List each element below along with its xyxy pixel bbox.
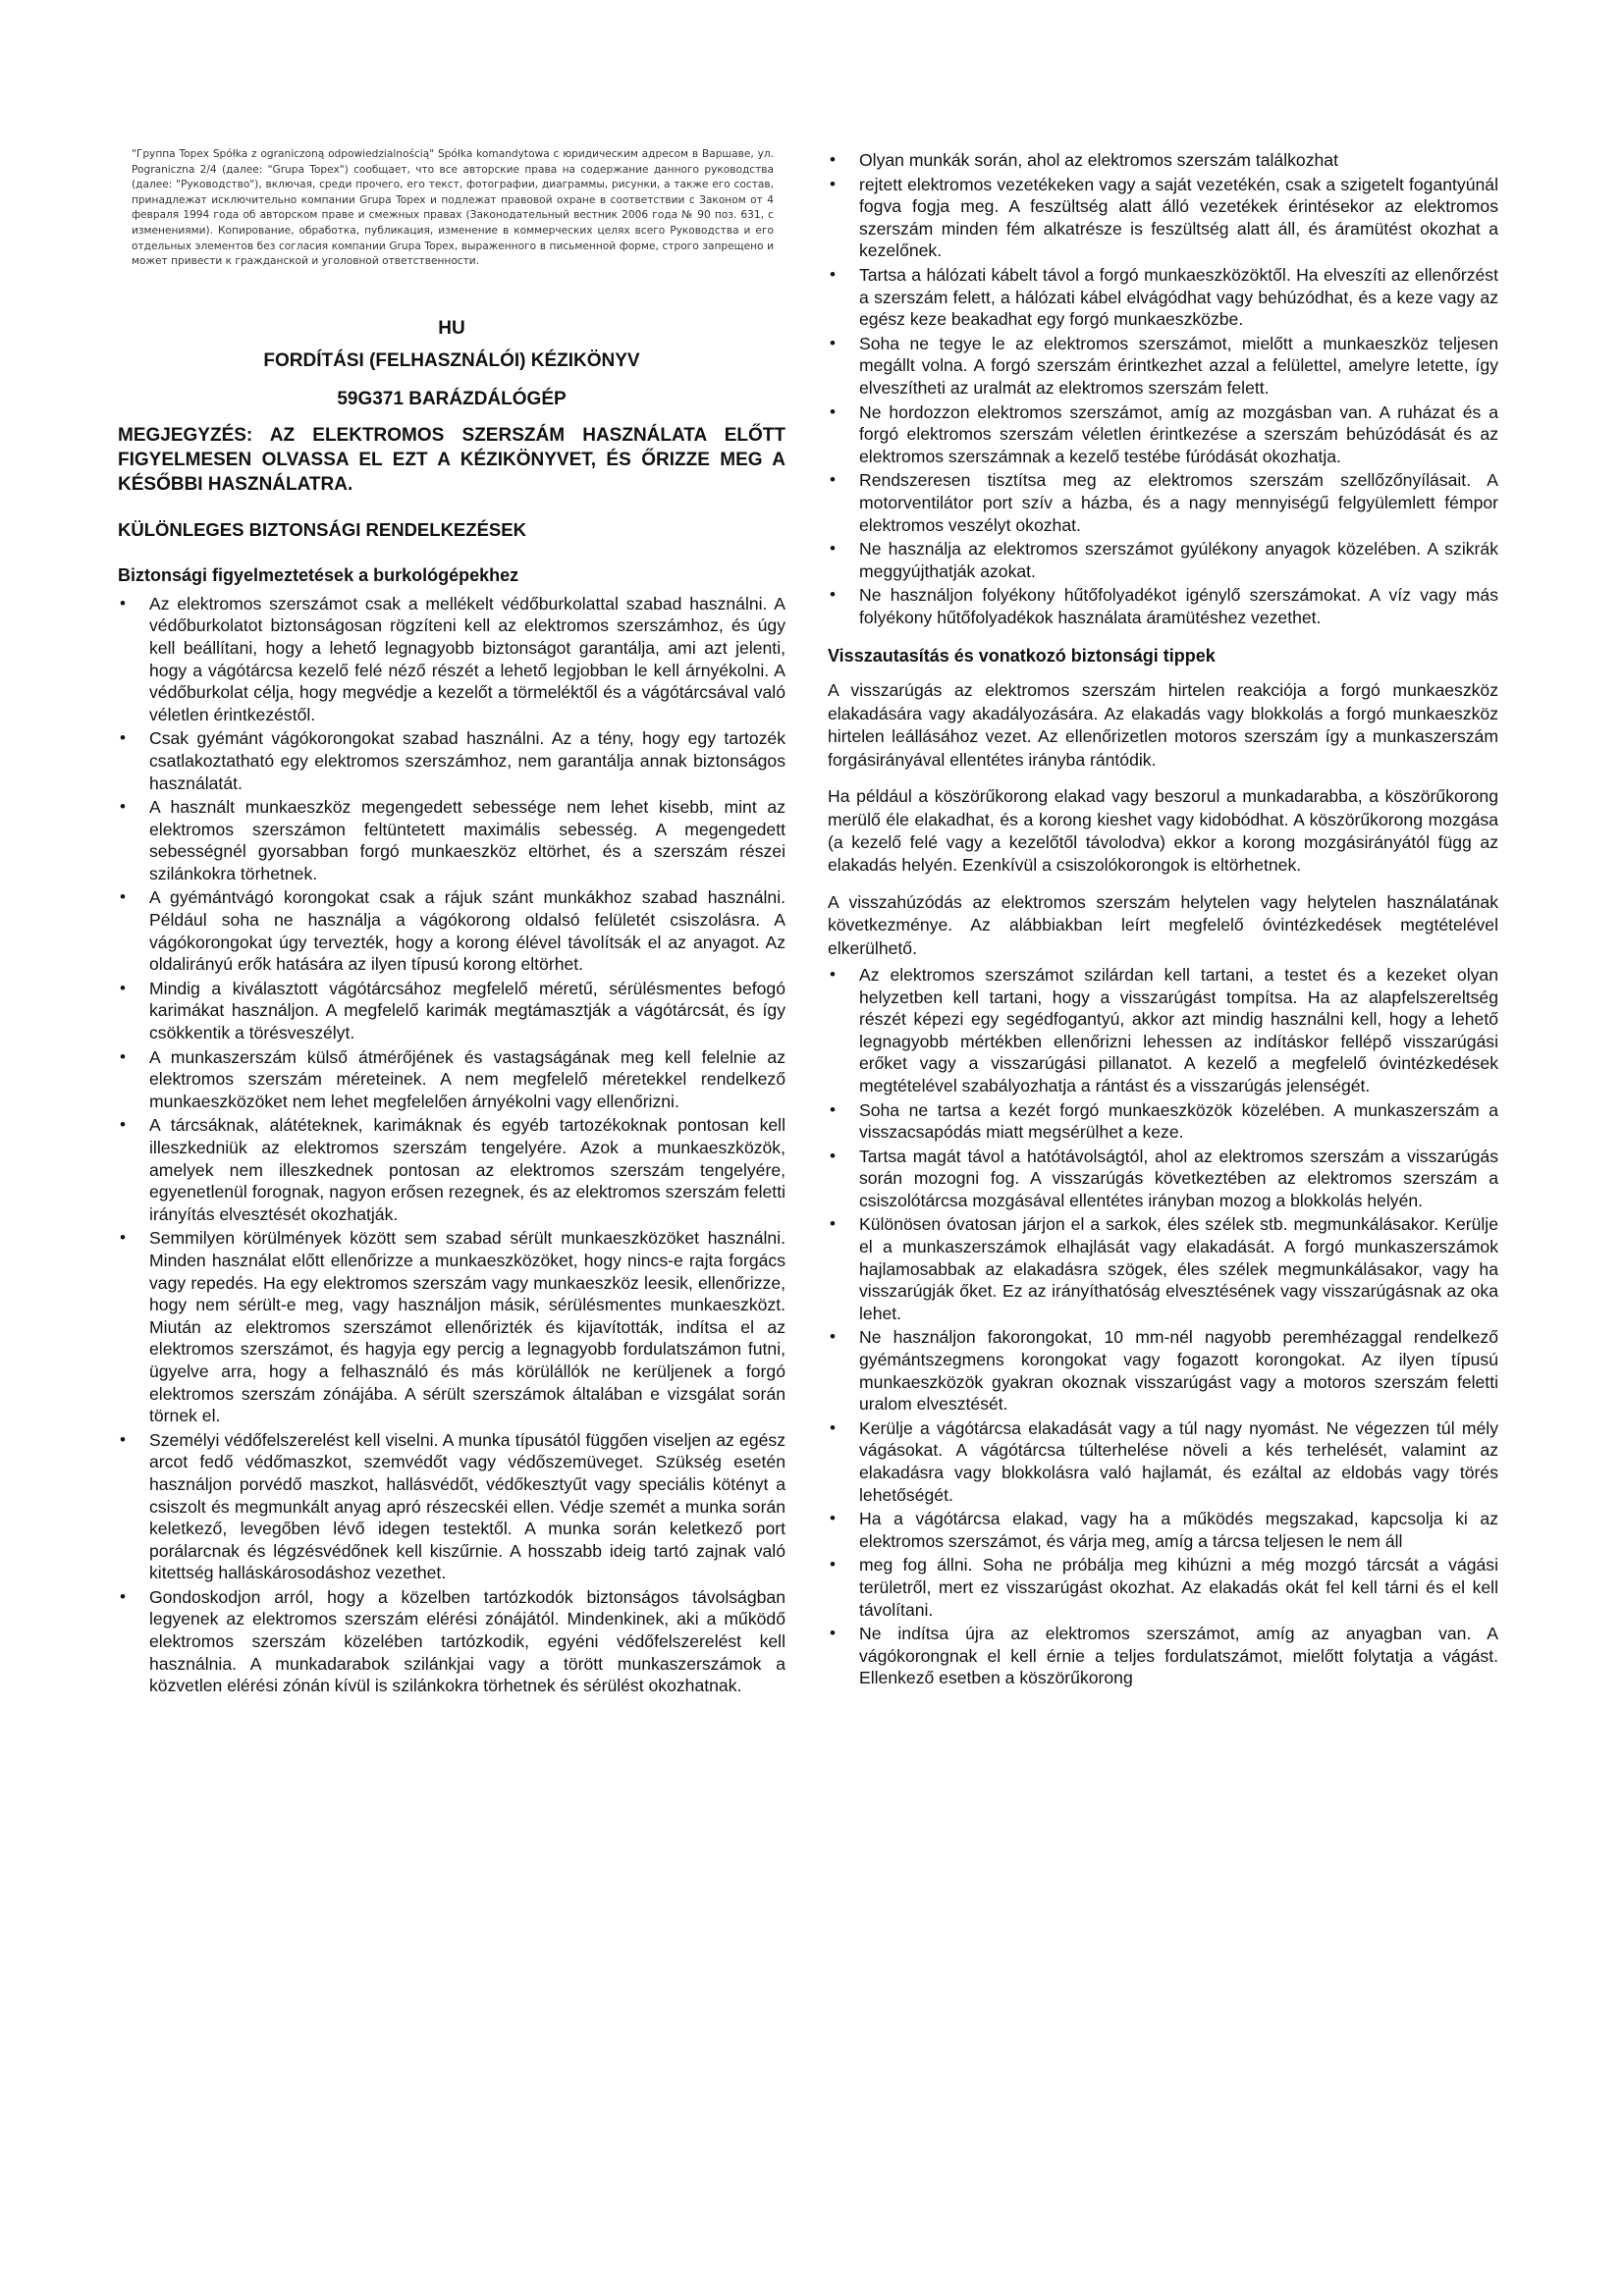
list-item: • A munkaszerszám külső átmérőjének és vastagságának meg kell felelnie az elektromos szerszám méreteinek. A nem megfelelő méretekkel rendelkező munkaeszközöket nem lehet megfelelően árnyékolni vagy ellenőrizni. bbox=[120, 1046, 785, 1111]
list-item: • Soha ne tartsa a kezét forgó munkaeszközök közelében. A munkaszerszám a visszacsapódás miatt megsérülhet a keze. bbox=[830, 1099, 1498, 1143]
bullet-icon: • bbox=[120, 1046, 126, 1066]
list-item: • Csak gyémánt vágókorongokat szabad használni. Az a tény, hogy egy tartozék csatlakoztatható egy elektromos szerszámhoz, nem garantálja annak biztonságos használatát. bbox=[120, 728, 785, 793]
bullet-icon: • bbox=[830, 470, 836, 490]
bullet-icon: • bbox=[120, 728, 126, 748]
list-item: • Ne indítsa újra az elektromos szerszámot, amíg az anyagban van. A vágókorongnak el kell érnie a teljes fordulatszámot, mielőtt folytatja a vágást. Ellenkező esetben a köszörűkorong bbox=[830, 1624, 1498, 1688]
bullet-icon: • bbox=[830, 264, 836, 284]
list-item: • Tartsa a hálózati kábelt távol a forgó munkaeszközöktől. Ha elveszíti az ellenőrzést a szerszám felett, a hálózati kábel elvágódhat vagy behúzódhat, és a keze vagy az egész keze beakadhat egy forgó munkaeszközbe. bbox=[830, 264, 1498, 330]
bullet-icon: • bbox=[830, 539, 836, 559]
list-item: • Az elektromos szerszámot szilárdan kell tartani, a testet és a kezeket olyan helyzetben kell tartani, hogy a visszarúgást tompítsa. Ha az alapfelszereltség részét képezi egy segédfogantyú, akkor azt mindig használni kell, hogy a lehető legnagyobb mértékben ellenőrizni lehessen az indításkor fellépő visszarúgási erőket vagy a visszarúgási pillanatot. A kezelő a megfelelő óvintézkedések megtételével szabályozhatja a rántást és a visszarúgás jelenségét. bbox=[830, 964, 1498, 1095]
bullet-icon: • bbox=[830, 1099, 836, 1119]
list-item: • meg fog állni. Soha ne próbálja meg kihúzni a még mozgó tárcsát a vágási területről, mert ez visszarúgást okozhat. Az elakadás okát fel kell tárni és el kell távolítani. bbox=[830, 1555, 1498, 1620]
right-bullet-list-1 bbox=[828, 149, 1498, 628]
copyright-notice: "Группа Topex Spółka z ograniczoną odpowiedzialnością" Spółka komandytowa с юридическим адресом в Варшаве, ул. Pograniczna 2/4 (далее: "Grupa Topex") сообщает, что все авторские права на содержание данного руководства (далее: "Руководство"), включая, среди прочего, его текст, фотографии, диаграммы, рисунки, а также его состав, принадлежат исключительно компании Grupa Topex и подлежат правовой охране в соответствии с Законом от 4 февраля 1994 года об авторском праве и смежных правах (Законодательный вестник 2006 года № 90 поз. 631, с изменениями). Копирование, обработка, публикация, изменение в коммерческих целях всего Руководства и его отдельных элементов без согласия компании Grupa Topex, выраженного в письменной форме, строго запрещено и может привести к гражданской и уголовной ответственности. bbox=[132, 148, 774, 268]
list-item: • Olyan munkák során, ahol az elektromos szerszám találkozhat bbox=[830, 150, 1338, 170]
bullet-icon: • bbox=[120, 1228, 126, 1248]
list-item: • Semmilyen körülmények között sem szabad sérült munkaeszközöket használni. Minden használat előtt ellenőrizze a munkaeszközöket, hogy nincs-e rajta forgács vagy repedés. Ha egy elektromos szerszám vagy munkaeszköz leesik, ellenőrizze, hogy nem sérült-e meg, vagy használjon másik, sérülésmentes munkaeszközt. Miután az elektromos szerszámot ellenőrizték és kijavították, indítsa el az elektromos szerszámot, és hagyja egy percig a legnagyobb fordulatszámon futni, ügyelve arra, hogy a felhasználó és más körülállók ne kerüljenek a forgó elektromos szerszám zónájába. A sérült szerszámok általában e vizsgálat során törnek el. bbox=[120, 1228, 785, 1426]
bullet-icon: • bbox=[830, 585, 836, 605]
list-item: • Soha ne tegye le az elektromos szerszámot, mielőtt a munkaeszköz teljesen megállt volna. A forgó szerszám érintkezhet azzal a felülettel, amelyre letette, így elveszítheti az uralmát az elektromos szerszám felett. bbox=[830, 333, 1498, 398]
list-item: • Ha a vágótárcsa elakad, vagy ha a működés megszakad, kapcsolja ki az elektromos szerszámot, és várja meg, amíg a tárcsa teljesen le nem áll bbox=[830, 1509, 1498, 1551]
bullet-icon: • bbox=[120, 593, 126, 613]
bullet-icon: • bbox=[830, 964, 836, 984]
bullet-icon: • bbox=[830, 333, 836, 352]
subsection-title-kickback: Visszautasítás és vonatkozó biztonsági tippek bbox=[828, 646, 1216, 667]
right-column bbox=[828, 149, 1498, 1691]
right-bullet-list-2 bbox=[828, 964, 1498, 1689]
bullet-icon: • bbox=[830, 1509, 836, 1528]
bullet-icon: • bbox=[120, 978, 126, 997]
list-item: • Tartsa magát távol a hatótávolságtól, ahol az elektromos szerszám a visszarúgás során mozogni fog. A visszarúgás következtében az elektromos szerszám a csiszolótárcsa mozgásával ellentétes irányban mozog a blokkolás helyén. bbox=[830, 1146, 1498, 1210]
bullet-icon: • bbox=[120, 887, 126, 907]
paragraph: A visszahúzódás az elektromos szerszám helytelen vagy helytelen használatának következménye. Az alábbiakban leírt megfelelő óvintézkedések megtételével elkerülhető. bbox=[828, 891, 1498, 958]
document-title: FORDÍTÁSI (FELHASZNÁLÓI) KÉZIKÖNYV bbox=[263, 349, 640, 371]
bullet-icon: • bbox=[830, 1146, 836, 1165]
paragraph: Ha például a köszörűkorong elakad vagy beszorul a munkadarabba, a köszörűkorong merülő éle elakadhat, és a korong kieshet vagy kidobódhat. A köszörűkorong mozgása (a kezelő felé vagy a kezelőtől távolodva) ekkor a korong mozgásirányától függ az elakadás helyén. Ezenkívül a csiszolókorongok is eltörhetnek. bbox=[828, 786, 1498, 876]
list-item: • A tárcsáknak, alátéteknek, karimáknak és egyéb tartozékoknak pontosan kell illeszkedniük az elektromos szerszám tengelyére. Azok a munkaeszközök, amelyek nem illeszkednek pontosan az elektromos szerszám tengelyére, egyenetlenül forognak, nagyon erősen rezegnek, és az elektromos szerszám feletti irányítás elvesztését okozhatják. bbox=[120, 1115, 785, 1224]
list-item: • Rendszeresen tisztítsa meg az elektromos szerszám szellőzőnyílásait. A motorventilátor port szív a házba, és a nagy mennyiségű felgyülemlett fémpor elektromos veszélyt okozhat. bbox=[830, 470, 1498, 535]
bullet-icon: • bbox=[120, 1115, 126, 1135]
bullet-icon: • bbox=[830, 1555, 836, 1575]
section-title: KÜLÖNLEGES BIZTONSÁGI RENDELKEZÉSEK bbox=[118, 518, 526, 540]
bullet-icon: • bbox=[830, 150, 836, 169]
bullet-icon: • bbox=[120, 797, 126, 817]
bullet-icon: • bbox=[830, 1624, 836, 1643]
language-heading: HU bbox=[438, 317, 465, 339]
subsection-title: Biztonsági figyelmeztetések a burkológépekhez bbox=[118, 564, 519, 585]
paragraph: A visszarúgás az elektromos szerszám hirtelen reakciója a forgó munkaeszköz elakadására vagy akadályozására. Az elakadás vagy blokkolás a forgó munkaeszköz hirtelen leállásához vezet. Az ellenőrizetlen motoros szerszám így a munkaszerszám forgásirányával ellentétes irányba rántódik. bbox=[828, 680, 1498, 770]
left-bullet-list bbox=[118, 593, 785, 1697]
bullet-icon: • bbox=[120, 1429, 126, 1449]
list-item: • Ne használja az elektromos szerszámot gyúlékony anyagok közelében. A szikrák meggyújthatják azokat. bbox=[830, 539, 1498, 581]
list-item: • Ne hordozzon elektromos szerszámot, amíg az mozgásban van. A ruházat és a forgó elektromos szerszám véletlen érintkezése a szerszám behúzódását és az elektromos szerszámnak a kezelő testébe fúródását okozhatja. bbox=[830, 401, 1498, 466]
list-item: • Ne használjon fakorongokat, 10 mm-nél nagyobb peremhézaggal rendelkező gyémántszegmens korongokat vagy fogazott korongokat. Az ilyen típusú munkaeszközök gyakran okoznak visszarúgást vagy a motoros szerszám feletti uralom elvesztését. bbox=[830, 1327, 1498, 1415]
bullet-icon: • bbox=[830, 1327, 836, 1347]
list-item: • A gyémántvágó korongokat csak a rájuk szánt munkákhoz szabad használni. Például soha ne használja a vágókorong oldalsó felületét csiszolásra. A vágókorongokat úgy tervezték, hogy a korong élével távolítsák el az anyagot. Az oldalirányú erők hatására az ilyen típusú korong eltörhet. bbox=[120, 887, 785, 975]
list-item: • Ne használjon folyékony hűtőfolyadékot igénylő szerszámokat. A víz vagy más folyékony hűtőfolyadékok használata áramütéshez vezethet. bbox=[830, 585, 1498, 627]
list-item: • Személyi védőfelszerelést kell viselni. A munka típusától függően viseljen az egész arcot fedő védőmaszkot, szemvédőt vagy védőszemüveget. Szükség esetén használjon porvédő maszkot, hallásvédőt, védőkesztyűt vagy speciális kötényt a csiszolt és megmunkált anyag apró részecskéi ellen. Védje szemét a munka során keletkező, levegőben lévő idegen testektől. A munka során keletkező port porálarcnak és légzésvédőnek kell kiszűrnie. A hosszabb ideig tartó zajnak való kitettség halláskárosodáshoz vezethet. bbox=[120, 1429, 785, 1583]
list-item: • Az elektromos szerszámot csak a mellékelt védőburkolattal szabad használni. A védőburkolatot biztonságosan rögzíteni kell az elektromos szerszámhoz, és úgy kell beállítani, hogy a lehető legnagyobb biztonságot garantálja, ami azt jelenti, hogy a vágótárcsa kezelő felé néző részét a lehető legjobban le kell árnyékolni. A védőburkolat célja, hogy megvédje a kezelőt a törmeléktől és a vágótárcsával való véletlen érintkezéstől. bbox=[120, 593, 785, 724]
model-title: 59G371 BARÁZDÁLÓGÉP bbox=[337, 388, 567, 409]
bullet-icon: • bbox=[830, 174, 836, 193]
bullet-icon: • bbox=[830, 1417, 836, 1437]
left-column bbox=[118, 147, 785, 1699]
list-item: • Különösen óvatosan járjon el a sarkok, éles szélek stb. megmunkálásakor. Kerülje el a munkaszerszámok elhajlását vagy elakadását. A forgó munkaszerszámok hajlamosabbak az elakadásra szögek, éles szélek megmunkálásakor, vagy ha visszarúgják őket. Ez az irányíthatóság elvesztésének vagy visszarúgásnak az oka lehet. bbox=[830, 1214, 1498, 1323]
list-item: • Gondoskodjon arról, hogy a közelben tartózkodók biztonságos távolságban legyenek az elektromos szerszám elérési zónájától. Mindenkinek, aki a működő elektromos szerszám közelében tartózkodik, egyéni védőfelszerelést kell használnia. A munkadarabok szilánkjai vagy a törött munkaszerszámok a közvetlen elérési zónán kívül is szilánkokra törhetnek és sérülést okozhatnak. bbox=[120, 1586, 785, 1696]
list-item: • Mindig a kiválasztott vágótárcsához megfelelő méretű, sérülésmentes befogó karimákat használjon. A megfelelő karimák megtámasztják a vágótárcsát, és így csökkentik a törésveszélyt. bbox=[120, 978, 785, 1043]
list-item: • Kerülje a vágótárcsa elakadását vagy a túl nagy nyomást. Ne végezzen túl mély vágásokat. A vágótárcsa túlterhelése növeli a kés terhelését, valamint az elakadásra vagy blokkolásra való hajlamát, és ezáltal az eldobás vagy törés lehetőségét. bbox=[830, 1417, 1498, 1505]
list-item: • A használt munkaeszköz megengedett sebessége nem lehet kisebb, mint az elektromos szerszámon feltüntetett maximális sebesség. A megengedett sebességnél gyorsabban forgó munkaeszköz eltörhet, és a szerszám részei szilánkokra törhetnek. bbox=[120, 797, 785, 883]
notice-warning: MEGJEGYZÉS: AZ ELEKTROMOS SZERSZÁM HASZNÁLATA ELŐTT FIGYELMESEN OLVASSA EL EZT A KÉZIKÖNYVET, ÉS ŐRIZZE MEG A KÉSŐBBI HASZNÁLATRA. bbox=[118, 424, 785, 495]
list-item: • rejtett elektromos vezetékeken vagy a saját vezetékén, csak a szigetelt fogantyúnál fogva fogja meg. A feszültség alatt álló vezetékek érintésekor az elektromos szerszám minden fém alkatrésze is feszültség alatt áll, és áramütést okozhat a kezelőnek. bbox=[830, 174, 1498, 261]
bullet-icon: • bbox=[830, 401, 836, 421]
bullet-icon: • bbox=[830, 1214, 836, 1234]
bullet-icon: • bbox=[120, 1586, 126, 1606]
